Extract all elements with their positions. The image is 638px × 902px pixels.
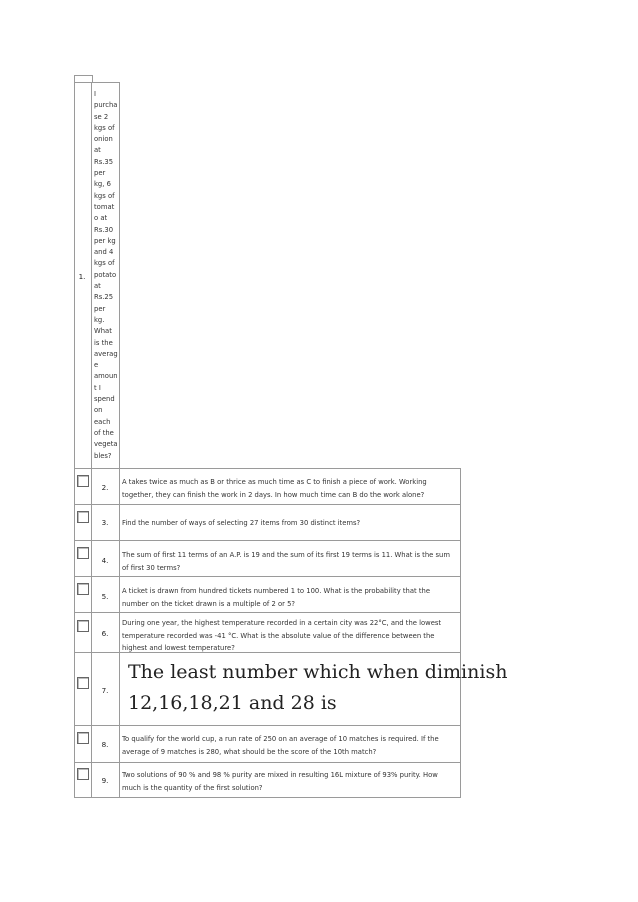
- question-text: A takes twice as much as B or thrice as much time as C to finish a piece of work. Working together, they can finish the work in 2 days. In how much time can B do the work alone?: [122, 478, 427, 499]
- question-text-line: e: [94, 361, 99, 370]
- question-text-line: of the: [94, 428, 114, 437]
- question-text-line: Rs.30: [94, 225, 114, 234]
- answer-checkbox[interactable]: [77, 547, 89, 559]
- question-number: 5.: [101, 592, 109, 601]
- question-text-line: kg.: [94, 315, 105, 324]
- question-text-line: Rs.25: [94, 293, 114, 302]
- question-text: During one year, the highest temperature recorded in a certain city was 22°C, and the lowest temperature recorded was -41 °C. What is the absolute value of the difference between the highest and lowest temperature?: [122, 619, 442, 652]
- image-text-line-2: 12,16,18,21 and 28 is: [128, 692, 337, 714]
- question-number: 4.: [101, 556, 109, 565]
- answer-checkbox[interactable]: [77, 511, 89, 523]
- question-text: To qualify for the world cup, a run rate of 250 on an average of 10 matches is required. If the average of 9 matches is 280, what should be the score of the 10th match?: [122, 735, 439, 756]
- question-text-line: and 4: [94, 248, 114, 257]
- question-number: 7.: [101, 686, 109, 695]
- question-text-line: kgs of: [94, 191, 115, 200]
- question-text-line: What: [94, 327, 112, 336]
- question-number: 8.: [101, 740, 109, 749]
- question-text-line: kgs of: [94, 123, 115, 132]
- question-number: 2.: [101, 483, 109, 492]
- question-text-line: amoun: [94, 372, 118, 381]
- question-text-line: kg, 6: [94, 180, 111, 189]
- question-text-line: bles?: [94, 451, 112, 460]
- question-text-line: se 2: [94, 112, 109, 121]
- question-text-line: per: [94, 304, 106, 313]
- question-text-line: kgs of: [94, 259, 115, 268]
- question-text-line: purcha: [94, 101, 118, 110]
- image-text-line-1: The least number which when diminish: [128, 661, 508, 683]
- question-text-line: onion: [94, 135, 113, 144]
- question-text-line: vegeta: [94, 440, 118, 449]
- question-text-line: each: [94, 417, 111, 426]
- question-text-line: tomat: [94, 202, 115, 211]
- question-text-line: per kg: [94, 236, 116, 245]
- question-text-line: o at: [94, 214, 108, 223]
- question-text: Find the number of ways of selecting 27 items from 30 distinct items?: [122, 519, 361, 527]
- answer-checkbox[interactable]: [77, 475, 89, 487]
- answer-checkbox[interactable]: [77, 583, 89, 595]
- question-text-line: averag: [94, 349, 118, 358]
- answer-checkbox[interactable]: [77, 677, 89, 689]
- question-text-line: is the: [94, 338, 113, 347]
- question-text-line: t I: [94, 383, 101, 392]
- question-text-line: I: [94, 90, 97, 98]
- question-text-line: at: [94, 146, 101, 155]
- question-text-line: per: [94, 169, 106, 178]
- question-number: 6.: [101, 629, 109, 638]
- question-text: The sum of first 11 terms of an A.P. is 19 and the sum of its first 19 terms is 11. What is the sum of first 30 terms?: [122, 551, 450, 572]
- question-text: Two solutions of 90 % and 98 % purity are mixed in resulting 16L mixture of 93% purity. How much is the quantity of the first solution?: [122, 771, 438, 792]
- question-number: 9.: [101, 776, 109, 785]
- question-text-line: Rs.35: [94, 157, 114, 166]
- question-text-line: potato: [94, 270, 117, 279]
- question-text-line: on: [94, 406, 103, 415]
- question-text-line: spend: [94, 395, 115, 404]
- answer-checkbox[interactable]: [77, 732, 89, 744]
- question-text: A ticket is drawn from hundred tickets numbered 1 to 100. What is the probability that the number on the ticket drawn is a multiple of 2 or 5?: [122, 587, 431, 608]
- question-text-line: at: [94, 282, 101, 291]
- answer-checkbox[interactable]: [77, 620, 89, 632]
- question-number: 3.: [101, 518, 109, 527]
- question-number: 1.: [78, 272, 86, 281]
- answer-checkbox[interactable]: [77, 768, 89, 780]
- question-text: [94, 89, 120, 462]
